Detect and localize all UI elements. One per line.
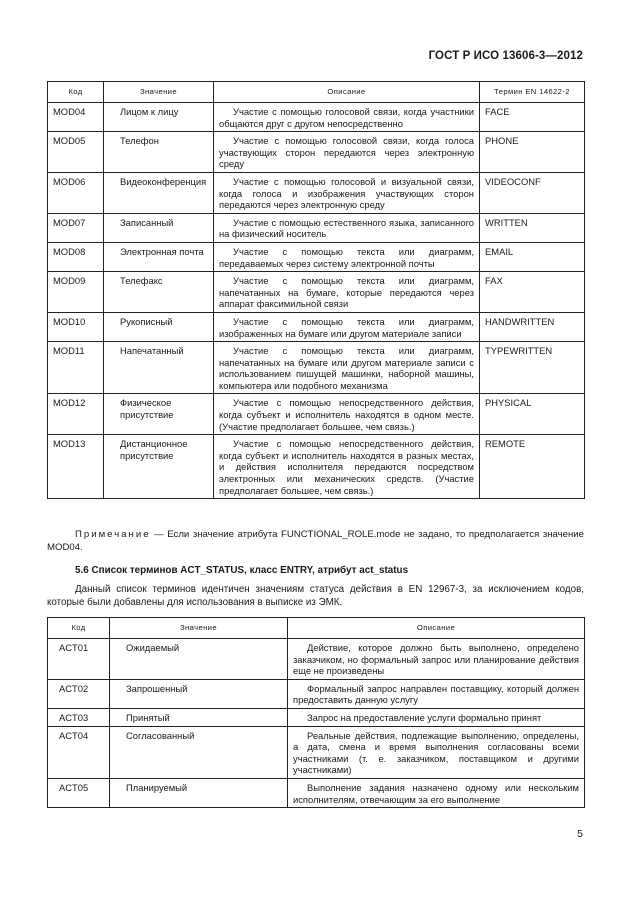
page-number: 5 [577, 828, 583, 840]
cell-meaning: Записанный [104, 213, 214, 242]
cell-code: ACT02 [48, 679, 110, 708]
table-row [48, 242, 585, 271]
cell-term: VIDEOCONF [480, 172, 585, 213]
cell-meaning: Запрошенный [110, 679, 288, 708]
table-row [48, 639, 585, 680]
section-title: 5.6 Список терминов ACT_STATUS, класс ENTRY, атрибут act_status [75, 565, 409, 576]
column-header-meaning: Значение [104, 82, 214, 103]
cell-term: FACE [480, 103, 585, 132]
cell-meaning: Физическое присутствие [104, 394, 214, 435]
cell-meaning: Рукописный [104, 312, 214, 341]
table-row [48, 435, 585, 499]
table-header-row [48, 82, 585, 103]
column-header-term: Термин EN 14622-2 [480, 82, 585, 103]
cell-code: MOD04 [48, 103, 104, 132]
table-row [48, 394, 585, 435]
cell-description: Запрос на предоставление услуги формально принят [288, 708, 585, 726]
cell-code: MOD07 [48, 213, 104, 242]
table-row [48, 103, 585, 132]
cell-code: MOD09 [48, 272, 104, 313]
cell-term: REMOTE [480, 435, 585, 499]
cell-meaning: Ожидаемый [110, 639, 288, 680]
cell-code: ACT05 [48, 778, 110, 807]
cell-description: Участие с помощью текста или диаграмм, напечатанных на бумаге, которые передаются через аппарат факсимильной связи [214, 272, 480, 313]
cell-description: Участие с помощью текста или диаграмм, передаваемых через систему электронной почты [214, 242, 480, 271]
cell-term: FAX [480, 272, 585, 313]
cell-code: MOD10 [48, 312, 104, 341]
cell-code: MOD13 [48, 435, 104, 499]
column-header-code: Код [48, 618, 110, 639]
table-row [48, 708, 585, 726]
cell-description: Реальные действия, подлежащие выполнению, определены, а дата, смена и время выполнения согласованы всеми участниками (т. е. заказчиком, поставщиком и другими участниками) [288, 726, 585, 778]
cell-description: Действие, которое должно быть выполнено, определено заказчиком, но формальный запрос или планирование действия еще не произведены [288, 639, 585, 680]
cell-description: Участие с помощью естественного языка, записанного на физический носитель [214, 213, 480, 242]
column-header-description: Описание [288, 618, 585, 639]
cell-code: MOD11 [48, 342, 104, 394]
cell-code: MOD08 [48, 242, 104, 271]
cell-description: Выполнение задания назначено одному или нескольким исполнителям, отвечающим за его выполнение [288, 778, 585, 807]
table-modes [47, 81, 585, 499]
column-header-description: Описание [214, 82, 480, 103]
cell-code: ACT04 [48, 726, 110, 778]
cell-description: Участие с помощью текста или диаграмм, напечатанных на бумаге или другом материале записи с использованием пишущей машинки, наборной машины, компьютера или подобного механизма [214, 342, 480, 394]
cell-meaning: Телефакс [104, 272, 214, 313]
document-header: ГОСТ Р ИСО 13606-3—2012 [428, 50, 583, 62]
cell-term: TYPEWRITTEN [480, 342, 585, 394]
cell-meaning: Планируемый [110, 778, 288, 807]
table-row [48, 132, 585, 173]
table-header-row [48, 618, 585, 639]
cell-meaning: Дистанционное присутствие [104, 435, 214, 499]
column-header-meaning: Значение [110, 618, 288, 639]
table-row [48, 272, 585, 313]
cell-meaning: Напечатанный [104, 342, 214, 394]
section-paragraph: Данный список терминов идентичен значениям статуса действия в EN 12967-3, за исключением кодов, которые были добавлены для использования в выписке из ЭМК. [47, 584, 584, 608]
cell-meaning: Лицом к лицу [104, 103, 214, 132]
cell-meaning: Видеоконференция [104, 172, 214, 213]
cell-description: Участие с помощью непосредственного действия, когда субъект и исполнитель находятся в одном месте. (Участие предполагает большее, чем связь.) [214, 394, 480, 435]
cell-code: ACT01 [48, 639, 110, 680]
cell-meaning: Телефон [104, 132, 214, 173]
table-row [48, 778, 585, 807]
table-row [48, 726, 585, 778]
cell-description: Формальный запрос направлен поставщику, который должен предоставить данную услугу [288, 679, 585, 708]
cell-description: Участие с помощью голосовой и визуальной связи, когда голоса и изображения участвующих сторон передаются через электронную среду [214, 172, 480, 213]
cell-term: PHYSICAL [480, 394, 585, 435]
cell-description: Участие с помощью текста или диаграмм, изображенных на бумаге или другом материале записи [214, 312, 480, 341]
cell-meaning: Принятый [110, 708, 288, 726]
table-row [48, 679, 585, 708]
cell-term: HANDWRITTEN [480, 312, 585, 341]
cell-term: EMAIL [480, 242, 585, 271]
cell-description: Участие с помощью голосовой связи, когда голоса участвующих сторон передаются через электронную среду [214, 132, 480, 173]
note-text: — Если значение атрибута FUNCTIONAL_ROLE.mode не задано, то предполагается значение MOD04. [47, 529, 584, 553]
table-row [48, 342, 585, 394]
table-row [48, 213, 585, 242]
cell-term: WRITTEN [480, 213, 585, 242]
table-note [47, 529, 584, 555]
cell-code: MOD12 [48, 394, 104, 435]
cell-meaning: Согласованный [110, 726, 288, 778]
table-row [48, 172, 585, 213]
cell-code: MOD06 [48, 172, 104, 213]
cell-term: PHONE [480, 132, 585, 173]
cell-description: Участие с помощью непосредственного действия, когда субъект и исполнитель находятся в разных местах, и действия исполнителя передаются посредством электронных или механических средств. (Участие предполагает большее, чем связь.) [214, 435, 480, 499]
table-row [48, 312, 585, 341]
cell-code: MOD05 [48, 132, 104, 173]
note-label: Примечание [75, 529, 151, 540]
column-header-code: Код [48, 82, 104, 103]
cell-description: Участие с помощью голосовой связи, когда участники общаются друг с другом непосредственно [214, 103, 480, 132]
cell-meaning: Электронная почта [104, 242, 214, 271]
cell-code: ACT03 [48, 708, 110, 726]
table-act-status [47, 617, 585, 808]
